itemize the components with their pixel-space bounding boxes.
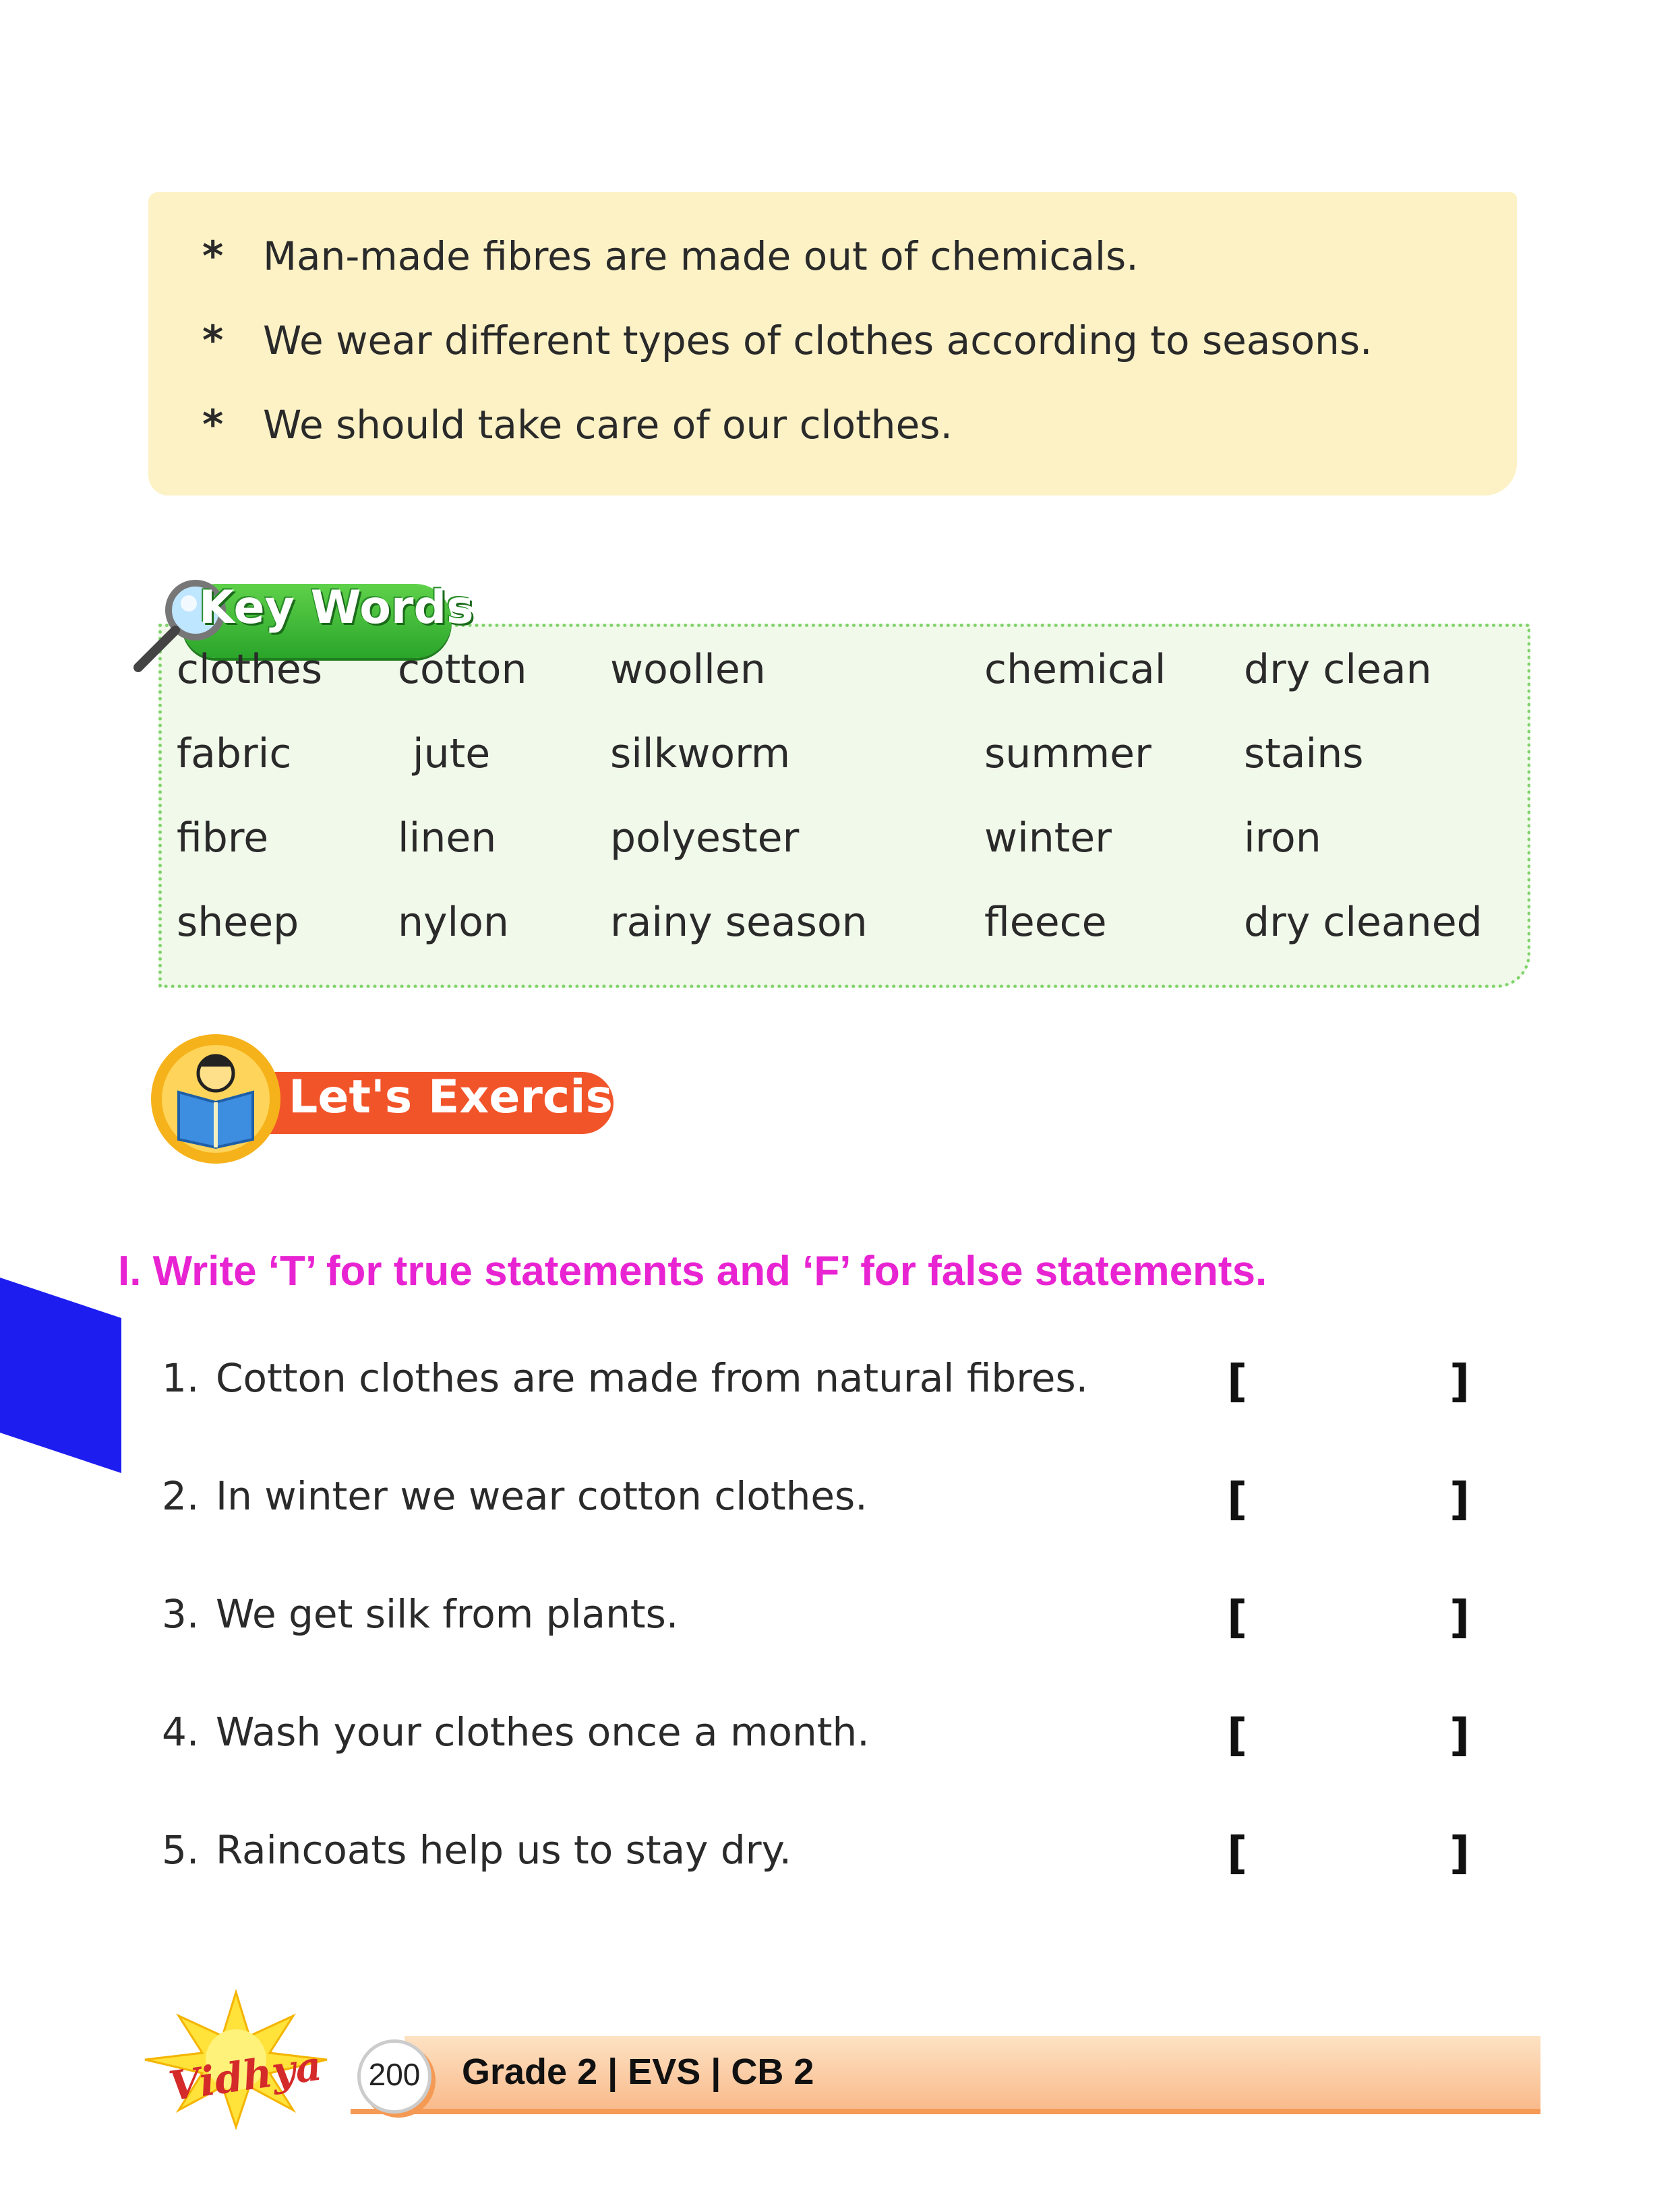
answer-close-bracket: ] xyxy=(1449,1709,1470,1761)
keyword: fabric xyxy=(177,730,292,777)
footer-underline xyxy=(351,2109,1540,2114)
keywords-title: Key Words xyxy=(199,581,474,634)
answer-open-bracket: [ xyxy=(1227,1473,1248,1525)
page-number: 200 xyxy=(368,2057,421,2092)
keyword: sheep xyxy=(177,899,299,946)
statement-row: 1. Cotton clothes are made from natural fibres. xyxy=(162,1355,1089,1401)
statement-row: 5. Raincoats help us to stay dry. xyxy=(162,1827,792,1873)
question-heading: I. Write ‘T’ for true statements and ‘F’ for false statements. xyxy=(118,1248,1267,1294)
answer-open-bracket: [ xyxy=(1227,1591,1248,1643)
keyword: clothes xyxy=(177,646,323,693)
keyword: winter xyxy=(984,814,1112,862)
keyword: jute xyxy=(413,730,491,777)
statement-row: 3. We get silk from plants. xyxy=(162,1591,679,1637)
statement-row: 2. In winter we wear cotton clothes. xyxy=(162,1473,868,1519)
keyword: cotton xyxy=(398,646,527,693)
keyword: woollen xyxy=(610,646,766,693)
answer-close-bracket: ] xyxy=(1449,1827,1470,1879)
keyword: dry cleaned xyxy=(1244,899,1483,946)
blue-tab-decoration xyxy=(0,1278,121,1473)
keyword: summer xyxy=(984,730,1151,777)
summary-item: * We should take care of our clothes. xyxy=(202,401,953,448)
answer-open-bracket: [ xyxy=(1227,1827,1248,1879)
answer-open-bracket: [ xyxy=(1227,1709,1248,1761)
exercise-title: Let's Exercise xyxy=(289,1071,645,1124)
keyword: fleece xyxy=(984,899,1107,946)
keyword: polyester xyxy=(610,814,800,862)
footer-text: Grade 2 | EVS | CB 2 xyxy=(462,2052,814,2092)
summary-box xyxy=(148,192,1517,496)
bullet-star-icon: * xyxy=(202,401,224,448)
summary-item: * Man-made fibres are made out of chemicals. xyxy=(202,233,1139,280)
answer-close-bracket: ] xyxy=(1449,1591,1470,1643)
keyword: silkworm xyxy=(610,730,791,777)
keyword: chemical xyxy=(984,646,1166,693)
keyword: nylon xyxy=(398,899,509,946)
bullet-star-icon: * xyxy=(202,317,224,364)
logo-text: Vidhya xyxy=(166,2042,325,2111)
answer-close-bracket: ] xyxy=(1449,1473,1470,1525)
answer-close-bracket: ] xyxy=(1449,1355,1470,1407)
statement-row: 4. Wash your clothes once a month. xyxy=(162,1709,870,1755)
summary-item: * We wear different types of clothes according to seasons. xyxy=(202,317,1373,364)
keyword: linen xyxy=(398,814,497,862)
keyword: rainy season xyxy=(610,899,868,946)
keyword: iron xyxy=(1244,814,1321,862)
keyword: stains xyxy=(1244,730,1364,777)
answer-open-bracket: [ xyxy=(1227,1355,1248,1407)
reading-book-icon xyxy=(148,1032,283,1166)
keyword: dry clean xyxy=(1244,646,1432,693)
keyword: fibre xyxy=(177,814,269,862)
bullet-star-icon: * xyxy=(202,233,224,280)
